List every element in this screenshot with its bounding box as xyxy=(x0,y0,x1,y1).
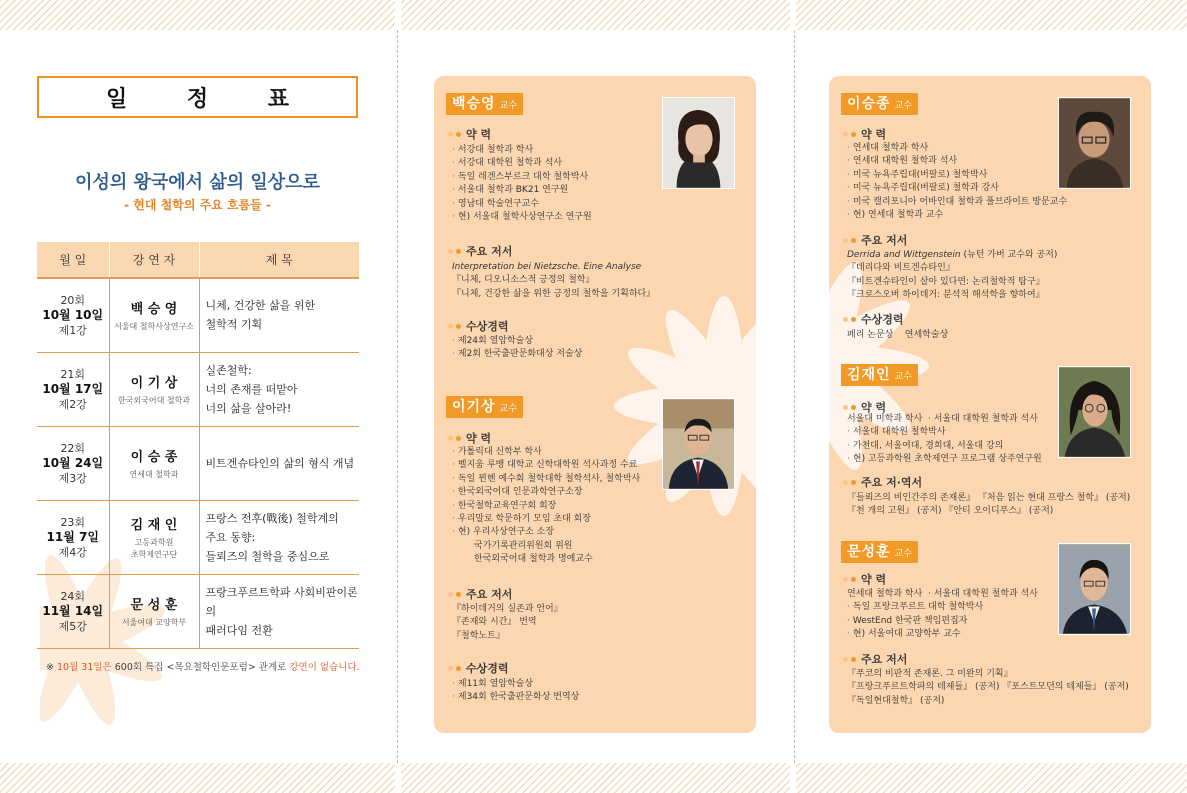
list-item: · 연세대 대학원 철학과 석사 xyxy=(847,155,1067,168)
subject-cell xyxy=(199,278,359,352)
section-title: 약 력 xyxy=(861,573,887,586)
note-text: 600회 특집 <목요철학인문포럼> 관계로 xyxy=(111,662,290,673)
speaker-affiliation: 연세대 철학과 xyxy=(129,469,179,479)
career-item: 연세대 철학과 학사 xyxy=(847,589,923,599)
top-stripe-border xyxy=(0,0,1187,30)
date-cell xyxy=(37,574,109,648)
list-item xyxy=(847,249,1057,262)
professor-name: 이기상 xyxy=(452,399,496,415)
stripe-gap xyxy=(790,0,796,30)
list-item: 서울대 미학과 학사 · 서울대 대학원 철학과 석사 xyxy=(847,414,1038,424)
professor-title: 교수 xyxy=(894,101,912,111)
section-title: 수상경력 xyxy=(861,313,904,326)
awards-list xyxy=(452,335,582,362)
table-header-row xyxy=(37,242,359,278)
list-item: · 서울대 철학과 BK21 연구원 xyxy=(452,184,592,197)
session-date: 10월 10일 xyxy=(42,307,104,322)
professor-name: 백승영 xyxy=(452,96,496,112)
list-item: · 독일 뮌헨 예수회 철학대학 철학석사, 철학박사 xyxy=(452,473,640,486)
speaker-name: 김 재 인 xyxy=(130,517,178,533)
list-item: · 독일 프랑크푸르트 대학 철학박사 xyxy=(847,601,1038,614)
list-item: · 제11회 열암학술상 xyxy=(452,678,579,691)
book-note: (뉴턴 가버 교수와 공저) xyxy=(960,250,1058,260)
session-number: 20회 xyxy=(60,293,86,307)
professor-title: 교수 xyxy=(894,549,912,559)
list-item xyxy=(452,261,655,274)
table-row xyxy=(37,278,359,352)
career-item: 서울대 대학원 철학과 석사 xyxy=(933,589,1038,599)
list-item: 『들뢰즈의 비인간주의 존재론』 『처음 읽는 현대 프랑스 철학』 (공저) xyxy=(847,493,1131,503)
profile-nametag xyxy=(841,364,918,386)
session-number: 23회 xyxy=(60,515,86,529)
career-list xyxy=(847,588,1038,642)
books-list xyxy=(452,603,563,643)
professor-name: 김재인 xyxy=(847,367,891,383)
list-item: · 서울대 대학원 철학박사 xyxy=(847,426,1042,439)
speaker-affiliation: 한국외국어대 철학과 xyxy=(117,395,191,405)
note-highlight: 10월 31일은 xyxy=(56,662,112,673)
schedule-title: 일 정 표 xyxy=(105,86,316,112)
session-date: 10월 17일 xyxy=(42,381,104,396)
section-title: 수상경력 xyxy=(466,320,509,333)
subject-line: 들뢰즈의 철학을 중심으로 xyxy=(205,549,330,563)
books-list xyxy=(452,261,655,301)
professor-title: 교수 xyxy=(499,404,517,414)
professor-title: 교수 xyxy=(499,101,517,111)
list-item: · 현) 연세대 철학과 교수 xyxy=(847,209,1067,222)
list-item: 『철학노트』 xyxy=(452,630,505,641)
session-number: 22회 xyxy=(60,441,86,455)
profile-nametag xyxy=(446,396,523,418)
awards-list xyxy=(847,329,948,342)
lecture-number: 제5강 xyxy=(58,619,87,633)
awards-list xyxy=(452,678,579,705)
list-item: · 현) 우리사상연구소 소장 xyxy=(452,526,640,539)
note-mark: ※ xyxy=(46,662,57,673)
portrait-photo xyxy=(1058,366,1131,458)
schedule-title-box xyxy=(37,76,358,118)
portrait-photo xyxy=(1058,97,1131,189)
list-item: · 미국 뉴욕주립대(버팔로) 철학과 강사 xyxy=(847,182,1067,195)
list-item: · 가톨릭대 신학부 학사 xyxy=(452,446,640,459)
section-heading-awards xyxy=(448,660,509,676)
fold-line xyxy=(794,30,795,763)
session-date: 10월 24일 xyxy=(42,455,104,470)
portrait-photo xyxy=(1058,543,1131,635)
section-heading-awards xyxy=(843,311,904,327)
books-list xyxy=(847,668,1129,708)
speaker-cell xyxy=(109,500,199,574)
section-heading-books xyxy=(843,651,907,667)
book-title-foreign: Interpretation bei Nietzsche. Eine Analyse xyxy=(452,262,642,272)
date-cell xyxy=(37,426,109,500)
table-row xyxy=(37,426,359,500)
bullet-dots-icon xyxy=(448,666,461,671)
bullet-dots-icon xyxy=(843,577,856,582)
subject-line: 프랑크푸르트학파 사회비판이론의 xyxy=(205,585,358,618)
list-item: 『독일현대철학』 (공저) xyxy=(847,695,945,706)
lecture-number: 제4강 xyxy=(58,545,87,559)
schedule-note xyxy=(46,659,360,673)
portrait-photo xyxy=(662,97,735,189)
career-item: 서울대 미학과 학사 xyxy=(847,414,923,424)
fold-line xyxy=(397,30,398,763)
section-title: 주요 저·역서 xyxy=(861,476,923,489)
section-heading-books xyxy=(448,243,512,259)
speaker-name: 이 기 상 xyxy=(130,375,178,391)
bullet-dots-icon xyxy=(448,132,461,137)
list-item: · WestEnd 한국판 책임편집자 xyxy=(847,615,1038,628)
subject-line: 너의 삶을 살아라! xyxy=(205,401,292,415)
list-item: · 우리말로 학문하기 모임 초대 회장 xyxy=(452,513,640,526)
career-list xyxy=(452,446,640,567)
section-heading-awards xyxy=(448,318,509,334)
section-title: 약 력 xyxy=(861,128,887,141)
speaker-cell xyxy=(109,278,199,352)
speaker-cell xyxy=(109,574,199,648)
list-item: · 제24회 열암학술상 xyxy=(452,335,582,348)
list-item xyxy=(847,329,948,342)
subject-cell xyxy=(199,500,359,574)
list-item: 『존재와 시간』 번역 xyxy=(452,617,537,628)
lecture-number: 제3강 xyxy=(58,471,87,485)
list-item: · 독일 레겐스부르크 대학 철학박사 xyxy=(452,171,592,184)
subject-cell xyxy=(199,574,359,648)
section-title: 수상경력 xyxy=(466,662,509,675)
session-date: 11월 7일 xyxy=(46,529,99,544)
header-speaker: 강 연 자 xyxy=(109,242,199,278)
professor-name: 이승종 xyxy=(847,96,891,112)
list-item: · 현) 고등과학원 초학제연구 프로그램 상주연구원 xyxy=(847,453,1042,466)
stripe-gap xyxy=(395,0,401,30)
bullet-dots-icon xyxy=(448,324,461,329)
career-item: 서울대 대학원 철학과 석사 xyxy=(933,414,1038,424)
books-list xyxy=(847,249,1057,303)
list-item: 연세대 철학과 학사 · 서울대 대학원 철학과 석사 xyxy=(847,589,1038,599)
stripe-gap xyxy=(395,763,401,793)
list-item: · 서강대 대학원 철학과 석사 xyxy=(452,157,592,170)
header-subject: 제 목 xyxy=(199,242,359,278)
list-item: 『하이데거의 실존과 언어』 xyxy=(452,604,563,614)
list-item: · 제2회 한국출판문화대상 저술상 xyxy=(452,348,582,361)
section-title: 주요 저서 xyxy=(466,588,513,601)
profile-nametag xyxy=(841,541,918,563)
subject-line: 패러다임 전환 xyxy=(205,623,273,637)
speaker-cell xyxy=(109,352,199,426)
session-date: 11월 14일 xyxy=(42,603,104,618)
subject-line: 주요 동향: xyxy=(205,530,256,544)
list-item: · 미국 뉴욕주립대(버팔로) 철학박사 xyxy=(847,169,1067,182)
section-title: 약 력 xyxy=(861,401,887,414)
bullet-dots-icon xyxy=(843,238,856,243)
subject-line: 프랑스 전후(戰後) 철학계의 xyxy=(205,511,339,525)
list-item: 『데리다와 비트겐슈타인』 xyxy=(847,263,955,274)
list-item: 국가기록관리위원회 위원 xyxy=(474,540,573,551)
list-item: · 벨지움 루뱅 대학교 신학대학원 석사과정 수료 xyxy=(452,459,640,472)
profile-nametag xyxy=(841,93,918,115)
subject-line: 비트겐슈타인의 삶의 형식 개념 xyxy=(205,456,355,470)
section-title: 약 력 xyxy=(466,128,492,141)
professor-title: 교수 xyxy=(894,372,912,382)
session-number: 21회 xyxy=(60,367,86,381)
list-item: 『니체, 건강한 삶을 위한 긍정의 철학을 기획하다』 xyxy=(452,288,656,299)
list-item: 『크로스오버 하이데거: 분석적 해석학을 향하여』 xyxy=(847,290,1045,301)
list-item: · 현) 서울여대 교양학부 교수 xyxy=(847,628,1038,641)
header-date: 월 일 xyxy=(37,242,109,278)
speaker-affiliation: 서울여대 교양학부 xyxy=(121,617,187,627)
list-item: · 가천대, 서울여대, 경희대, 서울대 강의 xyxy=(847,440,1042,453)
series-subtitle: - 현대 철학의 주요 흐름들 - xyxy=(124,198,271,212)
list-item: 『천 개의 고원』 (공저) 『안티 오이디푸스』 (공저) xyxy=(847,506,1054,517)
lecture-number: 제2강 xyxy=(58,397,87,411)
speaker-name: 문 성 훈 xyxy=(130,597,178,613)
list-item: 『비트겐슈타인이 살아 있다면: 논리철학적 탐구』 xyxy=(847,276,1045,287)
speaker-name: 이 승 종 xyxy=(130,449,178,465)
career-list xyxy=(847,142,1067,222)
list-item: 『니체, 디오니소스적 긍정의 철학』 xyxy=(452,275,595,286)
award-item: 연세학술상 xyxy=(904,330,949,340)
schedule-table xyxy=(37,242,359,649)
date-cell xyxy=(37,352,109,426)
subject-line: 니체, 건강한 삶을 위한 xyxy=(205,299,316,313)
section-heading-books-trans xyxy=(843,474,922,490)
section-heading-books xyxy=(843,232,907,248)
speaker-cell xyxy=(109,426,199,500)
professor-name: 문성훈 xyxy=(847,544,891,560)
lecture-number: 제1강 xyxy=(58,323,87,337)
subject-line: 철학적 기획 xyxy=(205,318,263,332)
list-item: · 영남대 학술연구교수 xyxy=(452,198,592,211)
series-title: 이성의 왕국에서 삶의 일상으로 xyxy=(75,172,320,193)
table-row xyxy=(37,352,359,426)
bottom-stripe-border xyxy=(0,763,1187,793)
subject-cell xyxy=(199,352,359,426)
section-title: 약 력 xyxy=(466,432,492,445)
list-item: · 서강대 철학과 학사 xyxy=(452,144,592,157)
subject-line: 너의 존재를 떠맡아 xyxy=(205,382,298,396)
profile-card-middle xyxy=(434,76,756,733)
section-heading-career xyxy=(448,126,491,142)
books-list xyxy=(847,492,1130,519)
section-heading-career xyxy=(843,571,886,587)
section-title: 주요 저서 xyxy=(466,245,513,258)
portrait-photo xyxy=(662,398,735,490)
list-item: · 한국철학교육연구회 회장 xyxy=(452,500,640,513)
section-heading-career xyxy=(448,430,491,446)
section-heading-career xyxy=(843,126,886,142)
subject-cell xyxy=(199,426,359,500)
speaker-name: 백 승 영 xyxy=(130,301,178,317)
date-cell xyxy=(37,278,109,352)
list-item: · 제34회 한국출판문화상 번역상 xyxy=(452,691,579,704)
table-row xyxy=(37,574,359,648)
bullet-dots-icon xyxy=(843,480,856,485)
date-cell xyxy=(37,500,109,574)
stripe-gap xyxy=(790,763,796,793)
book-title-foreign: Derrida and Wittgenstein xyxy=(847,250,961,260)
bullet-dots-icon xyxy=(448,436,461,441)
section-heading-books xyxy=(448,586,512,602)
session-number: 24회 xyxy=(60,589,86,603)
bullet-dots-icon xyxy=(843,132,856,137)
career-list xyxy=(452,144,592,224)
bullet-dots-icon xyxy=(843,317,856,322)
list-item: · 한국외국어대 인문과학연구소장 xyxy=(452,486,640,499)
speaker-affiliation: 서울대 철학사상연구소 xyxy=(114,321,194,331)
list-item: 『푸코의 비판적 존재론. 그 미완의 기획』 xyxy=(847,669,1013,679)
profile-card-right xyxy=(829,76,1151,733)
speaker-affiliation: 초학제연구단 xyxy=(130,549,178,559)
note-highlight: 강연이 없습니다. xyxy=(289,662,360,673)
bullet-dots-icon xyxy=(448,249,461,254)
profile-nametag xyxy=(446,93,523,115)
speaker-affiliation: 고등과학원 xyxy=(134,537,174,547)
bullet-dots-icon xyxy=(843,405,856,410)
bullet-dots-icon xyxy=(448,592,461,597)
bullet-dots-icon xyxy=(843,657,856,662)
section-title: 주요 저서 xyxy=(861,234,908,247)
section-title: 주요 저서 xyxy=(861,653,908,666)
career-list xyxy=(847,413,1042,467)
award-item: 페리 논문상 xyxy=(847,330,894,340)
list-item: 『프랑크푸르트학파의 테제들』 (공저) 『포스트모던의 테제들』 (공저) xyxy=(847,682,1129,693)
list-item: · 현) 서울대 철학사상연구소 연구원 xyxy=(452,211,592,224)
list-item: 한국외국어대 철학과 명예교수 xyxy=(474,554,593,565)
table-row xyxy=(37,500,359,574)
list-item: · 연세대 철학과 학사 xyxy=(847,142,1067,155)
subject-line: 실존철학: xyxy=(205,363,252,377)
list-item: · 미국 캘리포니아 어바인대 철학과 풀브라이트 방문교수 xyxy=(847,196,1067,209)
